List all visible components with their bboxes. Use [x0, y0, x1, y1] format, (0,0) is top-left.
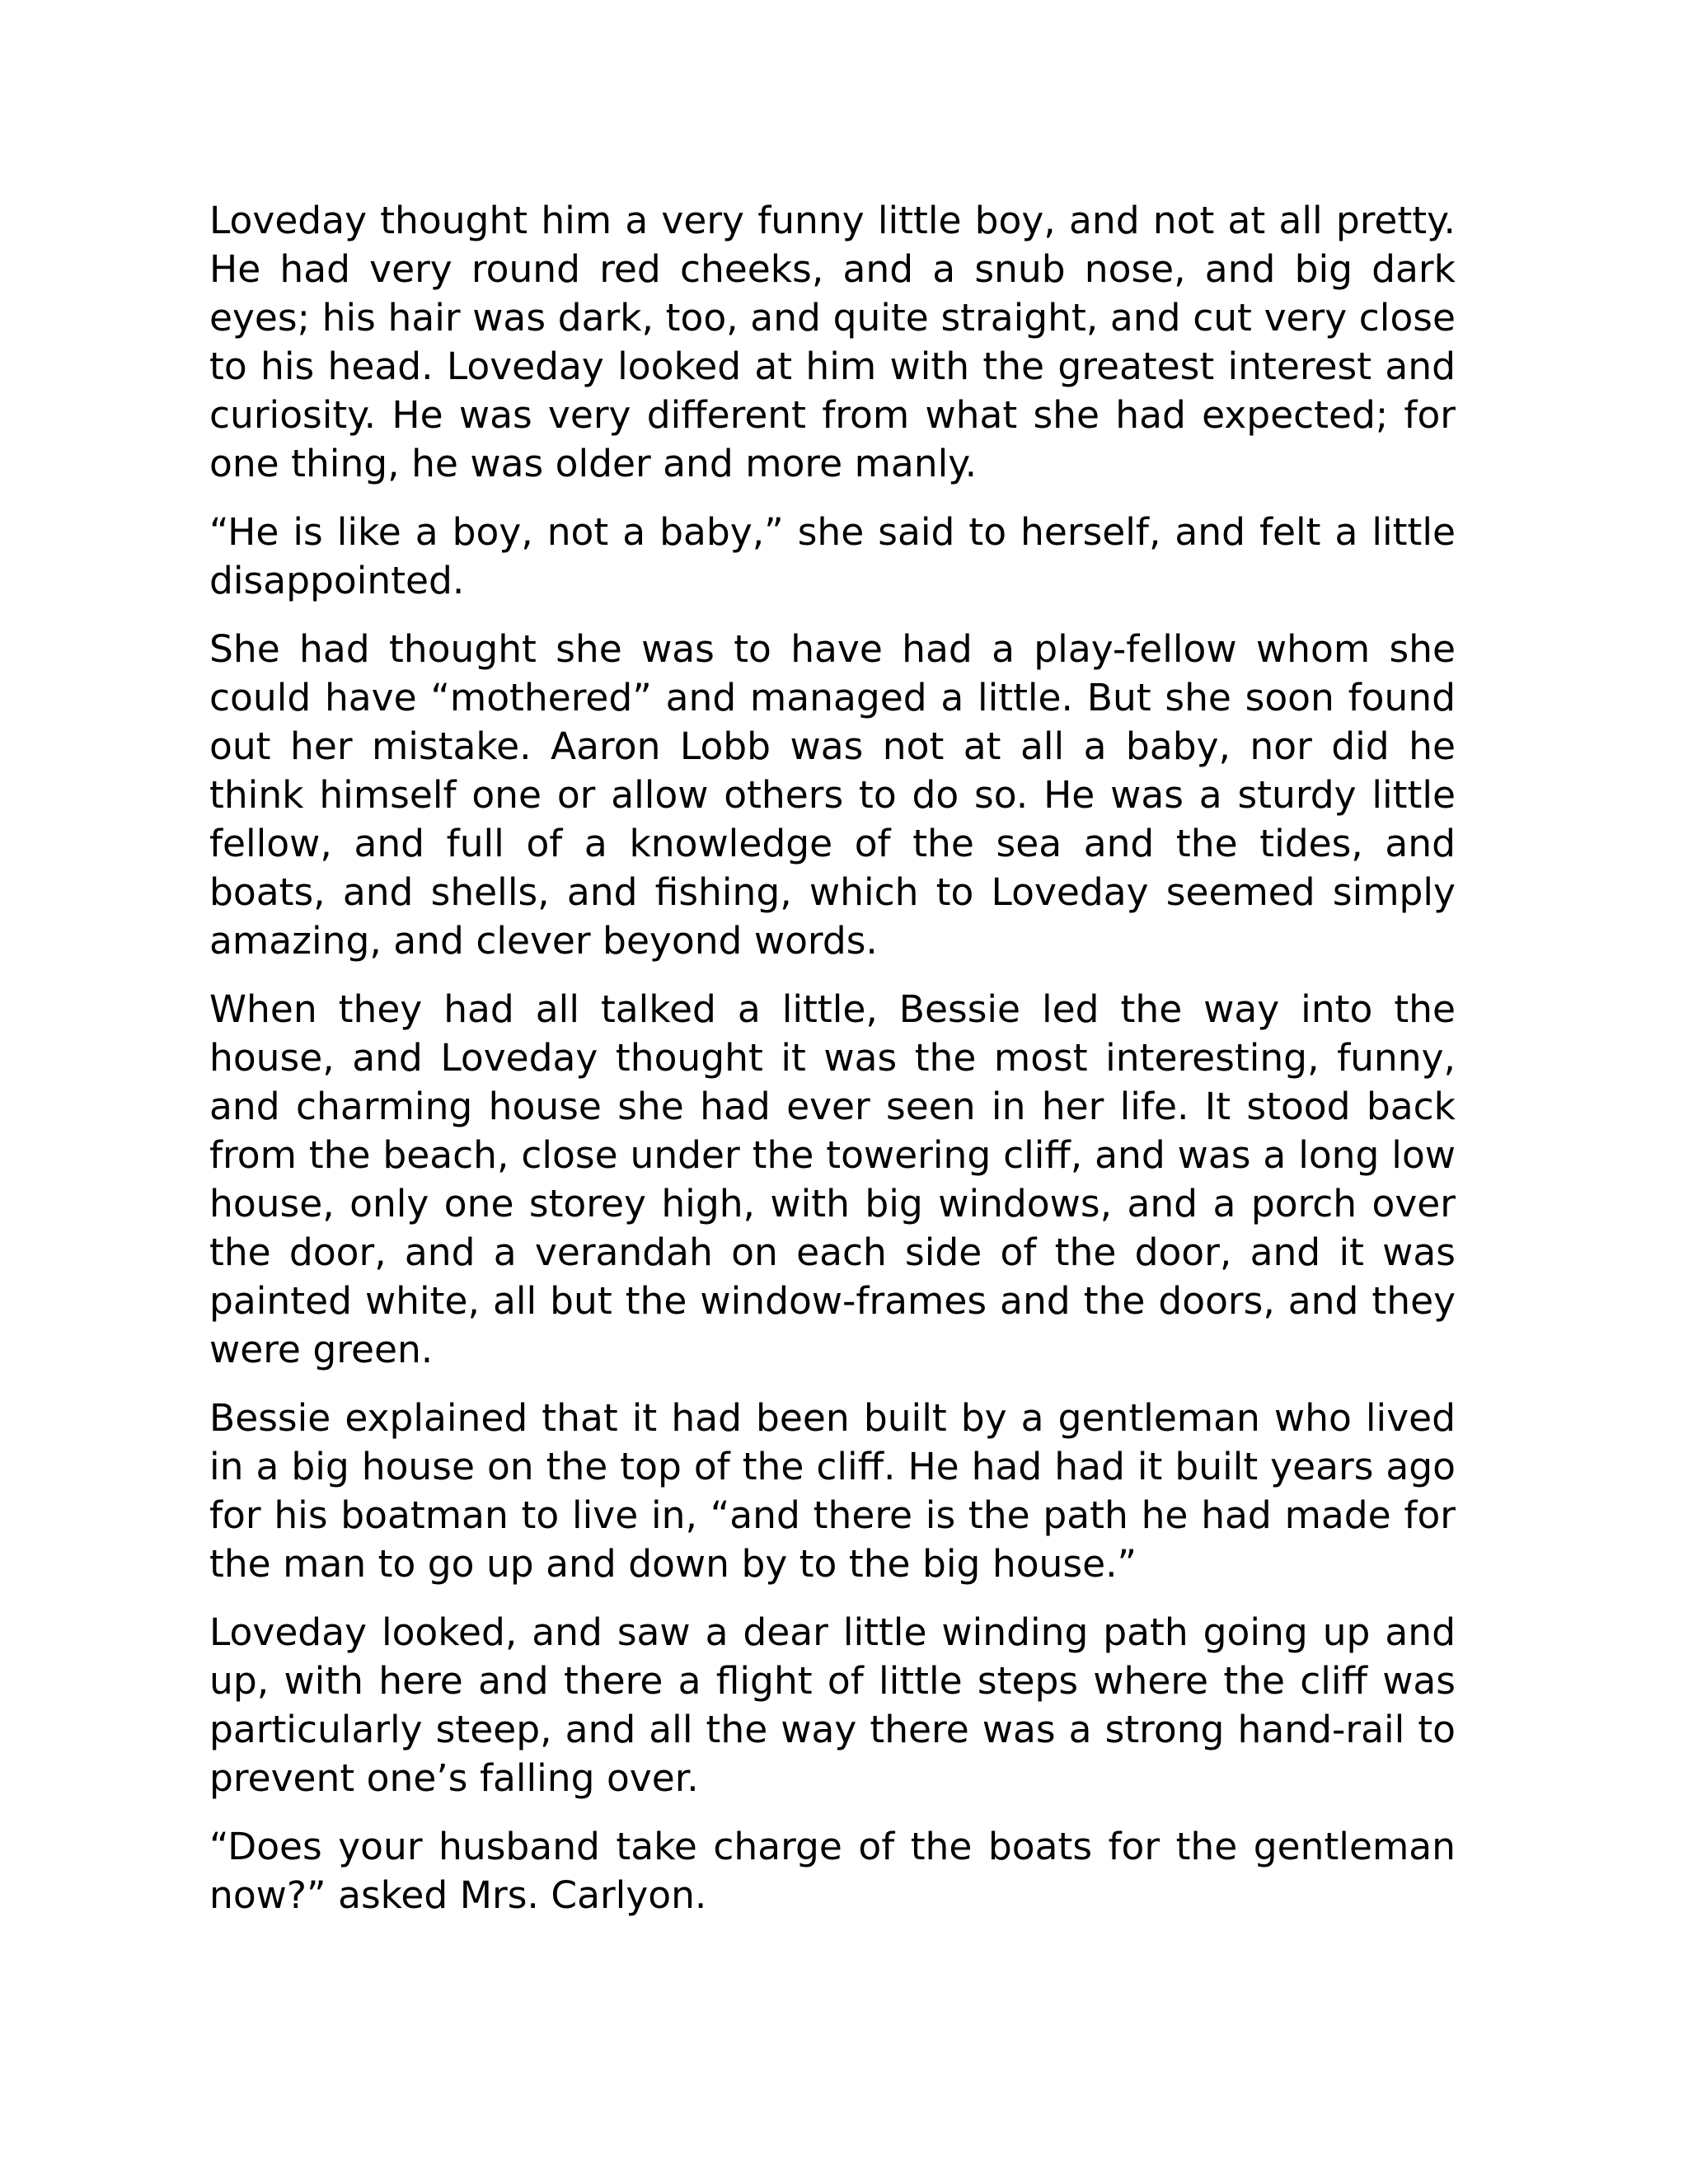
- paragraph: Bessie explained that it had been built by a gentleman who lived in a big house on the top of the cliff. He had had it built years ago for his boatman to live in, “and there is the path he had made for the man to go up and down by to the big house.”: [209, 1396, 1456, 1586]
- paragraph: When they had all talked a little, Bessie led the way into the house, and Loveday thought it was the most interesting, funny, and charming house she had ever seen in her life. It stood back from the beach, close under the towering cliff, and was a long low house, only one storey high, with big windows, and a porch over the door, and a verandah on each side of the door, and it was painted white, all but the window-frames and the doors, and they were green.: [209, 987, 1456, 1371]
- page-body: [209, 196, 1456, 1939]
- paragraph: Loveday thought him a very funny little boy, and not at all pretty. He had very round red cheeks, and a snub nose, and big dark eyes; his hair was dark, too, and quite straight, and cut very close to his head. Loveday looked at him with the greatest interest and curiosity. He was very different from what she had expected; for one thing, he was older and more manly.: [209, 199, 1456, 485]
- paragraph: “Does your husband take charge of the boats for the gentleman now?” asked Mrs. Carlyon.: [209, 1825, 1456, 1917]
- paragraph: “He is like a boy, not a baby,” she said to herself, and felt a little disappointed.: [209, 510, 1456, 602]
- paragraph: She had thought she was to have had a play-fellow whom she could have “mothered” and managed a little. But she soon found out her mistake. Aaron Lobb was not at all a baby, nor did he think himself one or allow others to do so. He was a sturdy little fellow, and full of a knowledge of the sea and the tides, and boats, and shells, and fishing, which to Loveday seemed simply amazing, and clever beyond words.: [209, 627, 1456, 963]
- paragraph: Loveday looked, and saw a dear little winding path going up and up, with here and there a flight of little steps where the cliff was particularly steep, and all the way there was a strong hand-rail to prevent one’s falling over.: [209, 1610, 1456, 1800]
